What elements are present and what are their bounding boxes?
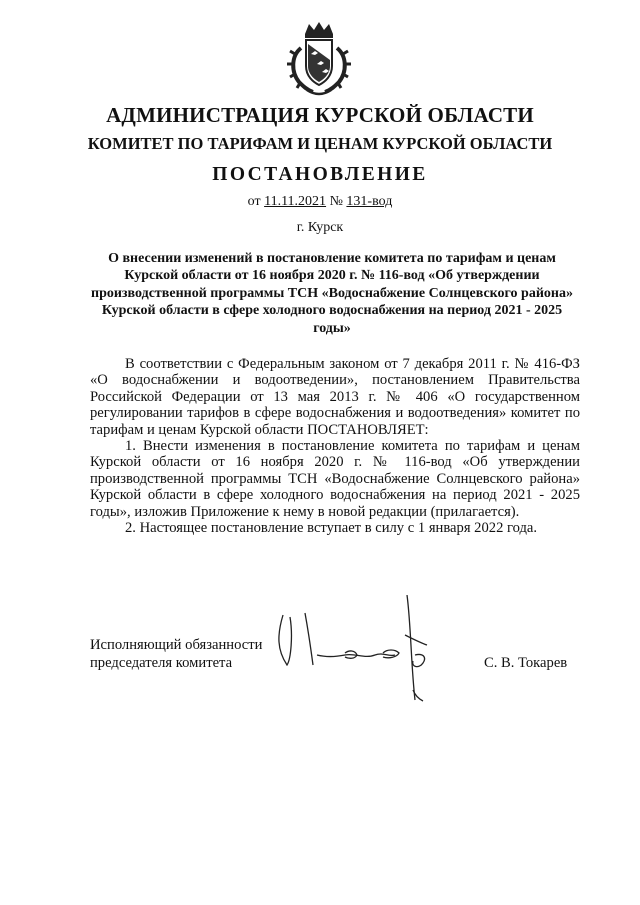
- document-body: [90, 356, 580, 536]
- city: г. Курск: [296, 220, 344, 235]
- signature-icon: [265, 595, 435, 705]
- coat-of-arms-icon: [287, 20, 351, 98]
- number-label: №: [329, 194, 343, 209]
- document-date: 11.11.2021: [264, 194, 327, 209]
- signatory-name: С. В. Токарев: [484, 655, 568, 671]
- signatory-position: [90, 636, 262, 672]
- from-label: от: [247, 194, 261, 209]
- document-type-title: ПОСТАНОВЛЕНИЕ: [212, 164, 428, 185]
- position-line-2: председателя комитета: [90, 655, 233, 671]
- administration-title: АДМИНИСТРАЦИЯ КУРСКОЙ ОБЛАСТИ: [106, 103, 534, 127]
- document-subject: О внесении изменений в постановление комитета по тарифам и ценам Курской области от 16 ноября 2020 г. № 116-вод «Об утверждении производственной программы ТСН «Водоснабжение Солнцевского района» Курской области в сфере холодного водоснабжения на период 2021 - 2025 годы»: [91, 251, 573, 336]
- item-1-paragraph: 1. Внести изменения в постановление комитета по тарифам и ценам Курской области от 16 ноября 2020 г. № 116-вод «Об утверждении производственной программы ТСН «Водоснабжение Солнцевского района» Курской области в сфере холодного водоснабжения на период 2021 - 2025 годы», изложив Приложение к нему в новой редакции (прилагается).: [90, 438, 580, 520]
- position-line-1: Исполняющий обязанности: [90, 637, 263, 653]
- document-number: 131-вод: [346, 194, 393, 209]
- committee-title: КОМИТЕТ ПО ТАРИФАМ И ЦЕНАМ КУРСКОЙ ОБЛАСТИ: [87, 134, 553, 153]
- item-2-paragraph: 2. Настоящее постановление вступает в силу с 1 января 2022 года.: [125, 520, 538, 537]
- preamble-paragraph: В соответствии с Федеральным законом от 7 декабря 2011 г. № 416-ФЗ «О водоснабжении и водоотведении», постановлением Правительства Российской Федерации от 13 мая 2013 г. № 406 «О государственном регулировании тарифов в сфере водоснабжения и водоотведения» комитет по тарифам и ценам Курской области ПОСТАНОВЛЯЕТ:: [90, 356, 580, 438]
- date-number-line: [0, 194, 640, 210]
